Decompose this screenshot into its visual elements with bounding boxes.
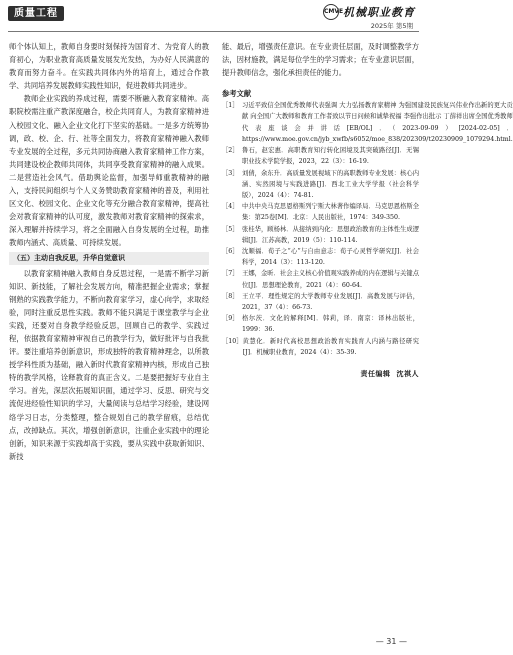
column-tag: 质量工程 [8, 6, 64, 21]
page-number: — 31 — [375, 637, 407, 646]
reference-item: ［7］ 王娜，金昕．社会主义核心价值观实践养成的内在逻辑与关键点位[J]．思想理论教育，2021（4）：60-64. [222, 270, 419, 289]
journal-logo-icon: CMVE [323, 4, 339, 20]
reference-item: ［6］ 沈顺福．荀子之“心”与自由意志：荀子心灵哲学研究[J]．社会科学，2014（3）：113-120. [222, 247, 419, 267]
references-heading: 参考文献 [222, 89, 252, 99]
paragraph: 能、最后，增强责任意识。在专业责任层面，及时调整教学方法，因材施教，满足每位学生的学习需求；在专业意识层面，提升教师信念，强化承担责任的能力。 [222, 42, 420, 78]
reference-item: ［5］ 张桂华，顾杨林．从接纳到内化：思想政治教育的主体性生成逻辑[J]．江苏高教，2019（5）：110-114. [222, 225, 419, 244]
paragraph: 师个体认知上，教师自身要时刻保持为国育才、为党育人的教育初心，为职业教育高质量发展发光发热，为办好人民满意的教育而努力奋斗。在实践共同体内外的培育上，通过合作教学、共同培养发展教师实践性知识，促进教师共同进步。 [9, 42, 209, 91]
left-column [9, 40, 209, 463]
header-divider [8, 31, 419, 32]
reference-item: ［4］ 中共中央马克思恩格斯列宁斯大林著作编译局．马克思恩格斯全集：第25卷[M]．北京：人民出版社，1974：349-350. [222, 203, 419, 222]
editor-label: 责任编辑 [360, 369, 391, 378]
journal-name: 机械职业教育 [343, 6, 415, 19]
reference-item: ［2］ 鲁石，赵宏惠．高职教育知行转化困境及其突破路径[J]．无锡职业技术学院学报，2023，22（3）：16-19. [222, 147, 419, 166]
journal-brand [323, 4, 415, 20]
issue-label: 2025年 第5期 [370, 22, 413, 30]
reference-item: ［1］ 习近平致信全国优秀教师代表强调 大力弘扬教育家精神 为强国建设民族复兴伟业作出新的更大贡献 向全国广大教师和教育工作者致以节日问候和诚挚祝福 李强作出批示 丁薛祥出席全国优秀教师代表座谈会并讲话[EB/OL]．（2023-09-09）[2024-02-05]．https://www.moe.gov.cn/jyb_xwfb/s6052/moe_838/202309/t20230909_1079294.html. [222, 102, 513, 143]
section-subheading: （五）主动自我反思，升华自觉意识 [9, 252, 209, 265]
reference-item: ［10］ 黄慧化．新时代高校思想政治教育实践育人内涵与路径研究[J]．机械职业教育，2024（4）：35-39. [222, 337, 419, 356]
right-column [222, 40, 513, 381]
reference-item: ［9］ 格尔茨．文化的解释[M]．韩莉，译．南京：译林出版社，1999：36. [222, 315, 419, 334]
responsible-editor [222, 368, 419, 381]
editor-name: 沈祺人 [396, 369, 419, 378]
paragraph: 以教育家精神融入教师自身反思过程，一是需不断学习新知识、新技能，了解社会发展方向，精准把握企业需求；掌握钢熟的实践教学能力，不断向教育家学习，虚心向学，求取经验，同时注重反思性实践。教师不能只满足于课堂教学与企业实践，还要对自身教学经验反思，回顾自己的教学、实践过程，依据教育家精神审视自己的教学行为，做好批评与自我批评。要注重培养创新意识，形成独特的教育精神理念，以所教授学科性质为基础，融入新时代教育家精神内核，形成自己独特的教学风格，诠释教育的真正含义。二是要把握好专业自主学习。首先，深层次拓展知识面，通过学习、反思、研究与交流促进经验性知识的学习，大量阅读与总结学习经验，建设网络学习日志，分类整理，整合规划自己的教学留痕，总结优点，改掉缺点。其次，增强创新意识，注重企业实践中的理论创新，知识来源于实践却高于实践，要从实践中获取新知识、新技 [9, 268, 209, 461]
page-header [0, 0, 427, 34]
paragraph: 教师企业实践的养成过程，需要不断融入教育家精神。高职院校需注重产教深度融合，校企共同育人，为教育家精神进入校园文化、融入企业文化打下坚实的基础。一是多方统筹协调，政、校、企、行、社等全面发力，将教育家精神融入教师专业发展的全过程，多元共同协商融入教育家精神工作方案，共同建设校企教师共同体，共同享受教育家精神的融入成果。二是营造社会风气。借助舆论监督，加强导师重教精神的融入，支持民间组织与个人义务赞助教育家精神的普及，利用社区文化、校园文化、企业文化等充分融合教育家精神，提高社会对教育家精神的认可度，激发教师对教育家精神的探索求，深入理解并持续学习，将之全面融入自身发展的全过程，助推教师内涵式、高质量、可持续发展。 [9, 94, 209, 248]
reference-item: ［3］ 刘倩，余东升．高质量发展视域下的高职教师专业发展：核心内涵、实然困境与实践进路[J]．西北工业大学学报（社会科学版），2024（4）：74-81. [222, 169, 419, 199]
reference-item: ［8］ 王立平．理性规定的大学教师专业发展[J]．高教发展与评估，2021，37（4）：66-73. [222, 292, 419, 311]
reference-list [222, 100, 513, 358]
